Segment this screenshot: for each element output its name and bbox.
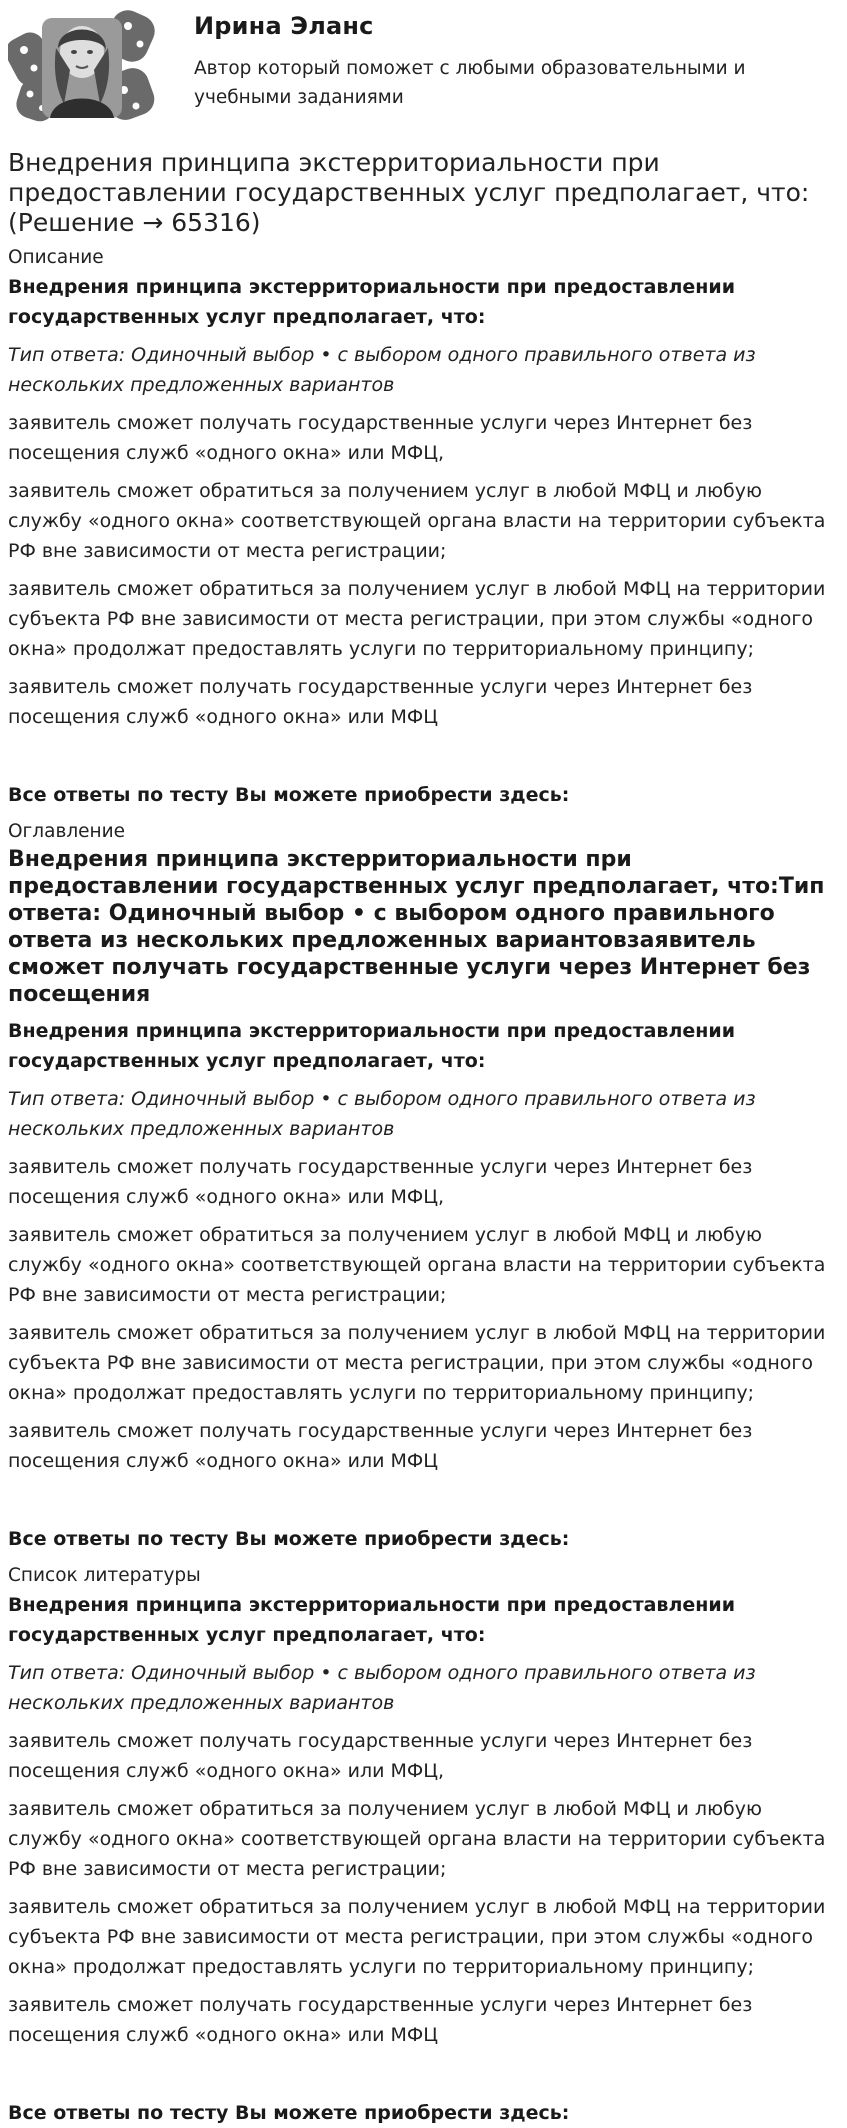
answer-option: заявитель сможет обратиться за получением услуг в любой МФЦ и любую службу «одного окна» соответствующей органа власти на территории субъекта РФ вне зависимости от места регистрации; bbox=[8, 1224, 826, 1306]
contents-heading: Внедрения принципа экстерриториальности при предоставлении государственных услуг предполагает, что:Тип ответа: Одиночный выбор • с выбором одного правильного ответа из нескольких предложенных вариантовзаявитель сможет получать государственные услуги через Интернет без посещения bbox=[8, 847, 825, 1007]
section-description bbox=[8, 246, 839, 810]
answer-type: Тип ответа: Одиночный выбор • с выбором одного правильного ответа из нескольких предложенных вариантов bbox=[8, 344, 756, 396]
answer-type: Тип ответа: Одиночный выбор • с выбором одного правильного ответа из нескольких предложенных вариантов bbox=[8, 1088, 756, 1140]
buy-answers-text: Все ответы по тесту Вы можете приобрести здесь: bbox=[8, 1528, 570, 1550]
answer-option: заявитель сможет обратиться за получением услуг в любой МФЦ и любую службу «одного окна» соответствующей органа власти на территории субъекта РФ вне зависимости от места регистрации; bbox=[8, 480, 826, 562]
answer-option: заявитель сможет получать государственные услуги через Интернет без посещения служб «одного окна» или МФЦ, bbox=[8, 412, 753, 464]
author-info bbox=[194, 0, 839, 112]
answer-option: заявитель сможет обратиться за получением услуг в любой МФЦ на территории субъекта РФ вне зависимости от места регистрации, при этом службы «одного окна» продолжат предоставлять услуги по территориальному принципу; bbox=[8, 1896, 826, 1978]
question-title: Внедрения принципа экстерриториальности при предоставлении государственных услуг предполагает, что: bbox=[8, 1020, 736, 1072]
answer-option: заявитель сможет обратиться за получением услуг в любой МФЦ и любую службу «одного окна» соответствующей органа власти на территории субъекта РФ вне зависимости от места регистрации; bbox=[8, 1798, 826, 1880]
question-title: Внедрения принципа экстерриториальности при предоставлении государственных услуг предполагает, что: bbox=[8, 1594, 736, 1646]
section-label: Оглавление bbox=[8, 821, 126, 842]
answer-option: заявитель сможет получать государственные услуги через Интернет без посещения служб «одного окна» или МФЦ bbox=[8, 1420, 753, 1472]
answer-option: заявитель сможет получать государственные услуги через Интернет без посещения служб «одного окна» или МФЦ bbox=[8, 1994, 753, 2046]
page-title: Внедрения принципа экстерриториальности при предоставлении государственных услуг предполагает, что: (Решение → 65316) bbox=[8, 148, 810, 237]
author-card bbox=[8, 0, 839, 132]
buy-answers-text: Все ответы по тесту Вы можете приобрести здесь: bbox=[8, 2102, 570, 2124]
answer-type: Тип ответа: Одиночный выбор • с выбором одного правильного ответа из нескольких предложенных вариантов bbox=[8, 1662, 756, 1714]
section-contents bbox=[8, 820, 839, 1554]
question-title: Внедрения принципа экстерриториальности при предоставлении государственных услуг предполагает, что: bbox=[8, 276, 736, 328]
answer-option: заявитель сможет получать государственные услуги через Интернет без посещения служб «одного окна» или МФЦ, bbox=[8, 1156, 753, 1208]
author-name[interactable]: Ирина Эланс bbox=[194, 12, 374, 40]
section-bibliography bbox=[8, 1564, 839, 2128]
section-label: Список литературы bbox=[8, 1565, 201, 1586]
answer-option: заявитель сможет получать государственные услуги через Интернет без посещения служб «одного окна» или МФЦ, bbox=[8, 1730, 753, 1782]
buy-answers-text: Все ответы по тесту Вы можете приобрести здесь: bbox=[8, 784, 570, 806]
answer-option: заявитель сможет обратиться за получением услуг в любой МФЦ на территории субъекта РФ вне зависимости от места регистрации, при этом службы «одного окна» продолжат предоставлять услуги по территориальному принципу; bbox=[8, 1322, 826, 1404]
answer-option: заявитель сможет обратиться за получением услуг в любой МФЦ на территории субъекта РФ вне зависимости от места регистрации, при этом службы «одного окна» продолжат предоставлять услуги по территориальному принципу; bbox=[8, 578, 826, 660]
author-description: Автор который поможет с любыми образовательными и учебными заданиями bbox=[194, 58, 746, 108]
section-label: Описание bbox=[8, 247, 104, 268]
answer-option: заявитель сможет получать государственные услуги через Интернет без посещения служб «одного окна» или МФЦ bbox=[8, 676, 753, 728]
author-avatar[interactable] bbox=[8, 8, 156, 126]
